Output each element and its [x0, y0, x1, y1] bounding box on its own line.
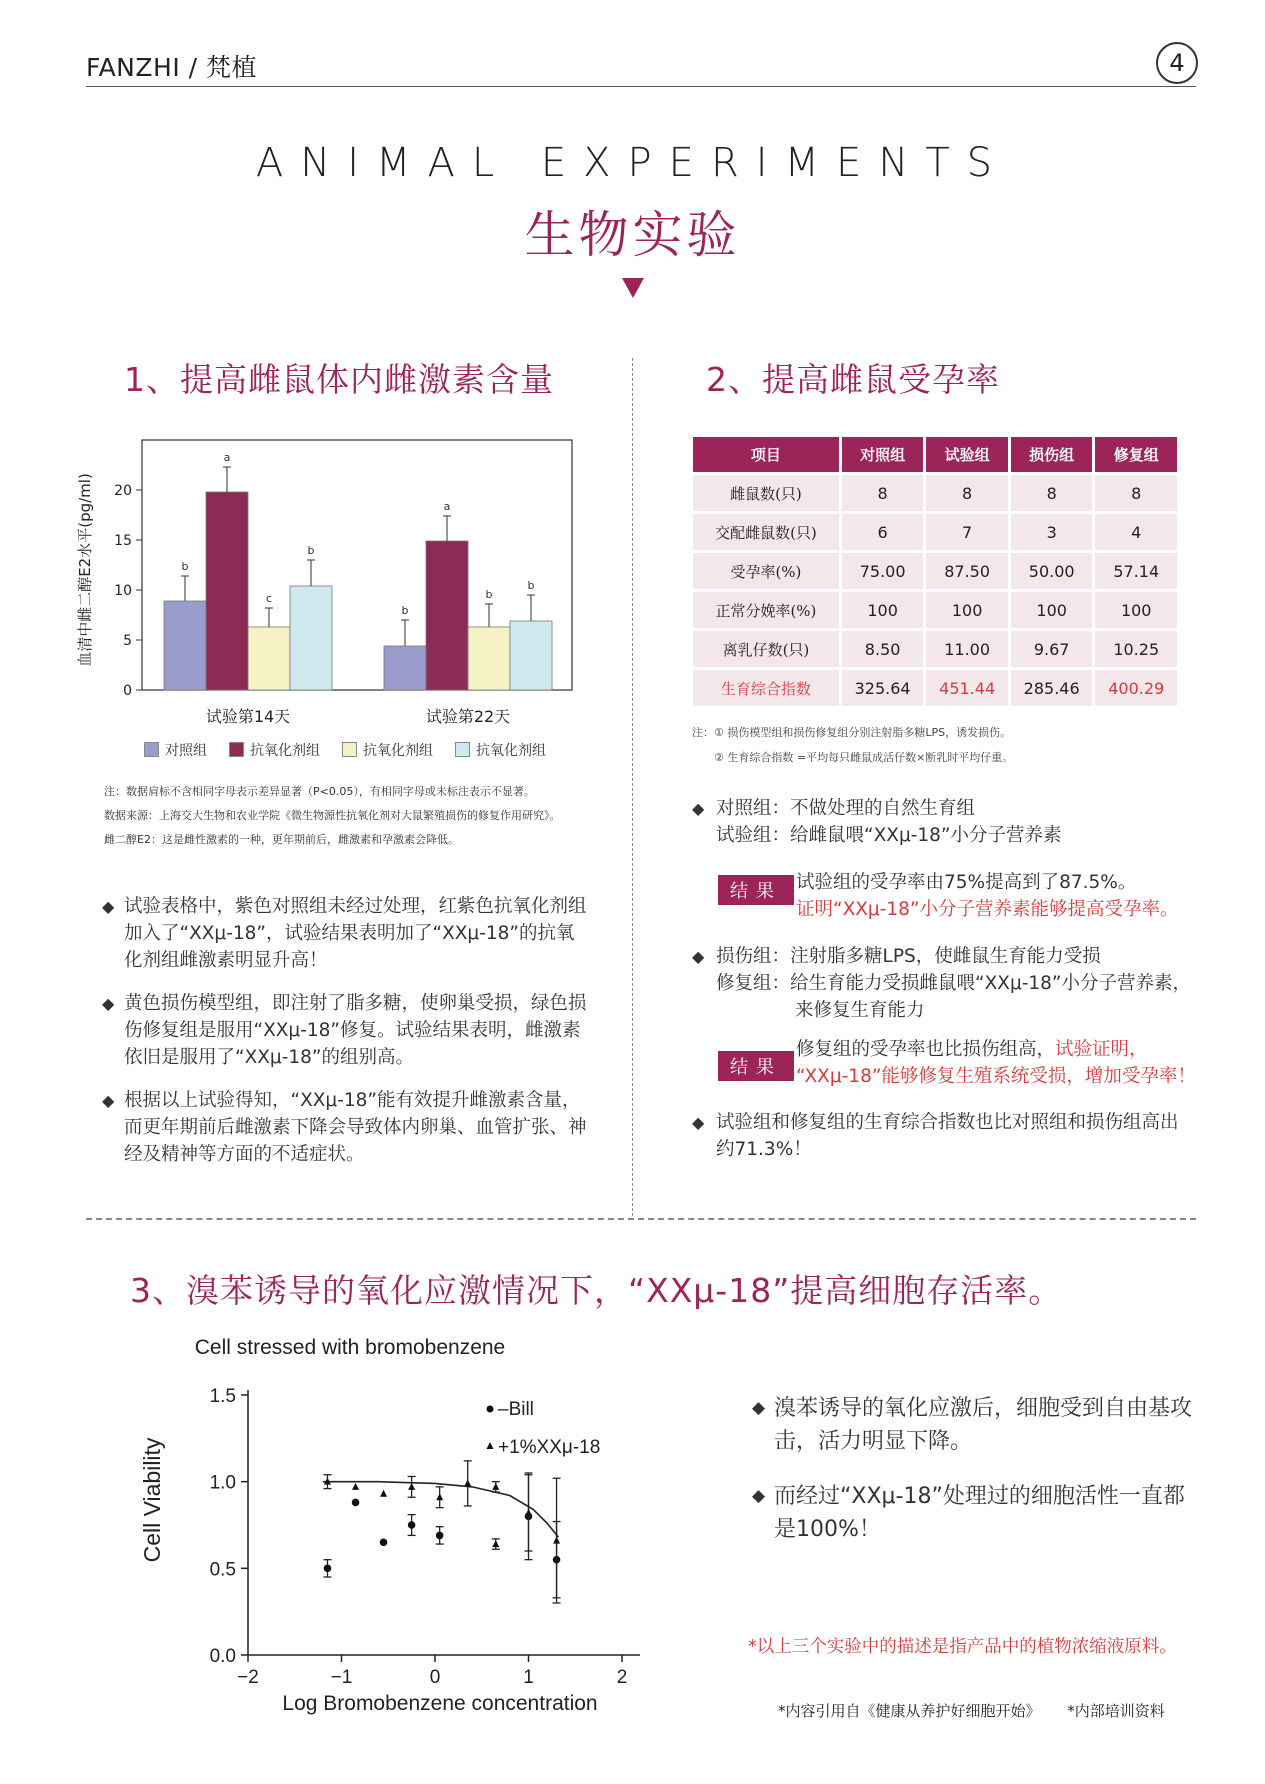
table-cell: 87.50 [926, 553, 1008, 589]
data-point-bill [324, 1565, 332, 1573]
result-text-2 [796, 1036, 1216, 1090]
estradiol-bar-chart [72, 430, 592, 730]
table-cell: 75.00 [842, 553, 924, 589]
diamond-bullet-icon: ◆ [102, 994, 115, 1013]
section3-bullet [752, 1392, 1202, 1458]
bullet-text: 而经过“XXμ-18”处理过的细胞活性一直都是100%！ [774, 1484, 1185, 1542]
source-left: *内容引用自《健康从养护好细胞开始》 [778, 1702, 1041, 1720]
section1-bullet [102, 893, 592, 974]
section1-bullet [102, 990, 592, 1071]
group-text: 不做处理的自然生育组 [790, 798, 976, 819]
table-cell: 451.44 [926, 670, 1008, 706]
bar-chart-legend [144, 740, 624, 760]
table-cell: 100 [926, 592, 1008, 628]
group-line: 来修复生育能力 [795, 1000, 925, 1021]
significance-label: c [265, 592, 273, 605]
table-cell: 8 [842, 475, 924, 511]
legend-swatch [229, 742, 244, 757]
table-cell: 57.14 [1095, 553, 1177, 589]
significance-label: b [181, 560, 189, 573]
bullet-text: 根据以上试验得知，“XXμ-18”能有效提升雌激素含量，而更年期前后雌激素下降会导致体内卵巢、血管扩张、神经及精神等方面的不适症状。 [124, 1090, 587, 1165]
group-definition-1 [692, 795, 1212, 849]
section3-heading: 3、溴苯诱导的氧化应激情况下，“XXμ-18”提高细胞存活率。 [130, 1271, 1063, 1310]
table-cell: 325.64 [842, 670, 924, 706]
y-tick-label: 10 [114, 583, 132, 599]
table-cell: 50.00 [1011, 553, 1093, 589]
table-header-row [693, 437, 1177, 472]
table-cell: 285.46 [1011, 670, 1093, 706]
diamond-bullet-icon: ◆ [102, 897, 115, 916]
result-line [796, 1036, 1216, 1063]
header-rule [86, 86, 1196, 87]
group-line [692, 943, 1222, 970]
result-text-1 [796, 869, 1216, 923]
group-label: 损伤组： [716, 946, 791, 967]
table-cell: 400.29 [1095, 670, 1177, 706]
legend-swatch [455, 742, 470, 757]
data-point-xx [525, 1509, 532, 1516]
diamond-bullet-icon: ◆ [692, 799, 705, 818]
result-line-red: “XXμ-18”能够修复生殖系统受损，增加受孕率！ [796, 1066, 1196, 1087]
title-chinese: 生物实验 [524, 206, 741, 264]
diamond-bullet-icon: ◆ [692, 947, 705, 966]
page-number: 4 [1156, 42, 1198, 84]
group-line [692, 970, 1222, 997]
legend-label: 抗氧化剂组 [476, 743, 546, 759]
bullet-text: 试验表格中，紫色对照组未经过处理，红紫色抗氧化剂组加入了“XXμ-18”，试验结果表明加了“XXμ-18”的抗氧化剂组雌激素明显升高！ [124, 896, 587, 971]
x-tick-label: 0 [429, 1667, 441, 1688]
table-header-cell: 修复组 [1095, 437, 1177, 472]
section-divider [86, 1218, 1196, 1220]
x-tick-label: −1 [330, 1667, 353, 1688]
significance-label: a [443, 500, 451, 513]
group-line [692, 795, 1212, 822]
bullet-text: 溴苯诱导的氧化应激后，细胞受到自由基攻击，活力明显下降。 [774, 1396, 1193, 1454]
legend-item [455, 740, 546, 760]
y-tick-label: 20 [114, 483, 132, 499]
legend-label-xx: +1%XXμ-18 [498, 1437, 601, 1458]
x-category-label: 试验第14天 [205, 707, 291, 726]
diamond-bullet-icon: ◆ [102, 1091, 115, 1110]
bar [206, 492, 248, 690]
x-tick-label: −2 [237, 1667, 259, 1688]
diamond-bullet-icon: ◆ [752, 1486, 766, 1506]
table-cell: 3 [1011, 514, 1093, 550]
table-cell: 正常分娩率(%) [693, 592, 839, 628]
note-line: 数据来源：上海交大生物和农业学院《微生物源性抗氧化剂对大鼠繁殖损伤的修复作用研究》。 [104, 809, 561, 822]
table-cell: 6 [842, 514, 924, 550]
table-cell: 7 [926, 514, 1008, 550]
y-tick-label: 1.0 [209, 1472, 236, 1494]
legend-marker-circle [487, 1406, 494, 1413]
note-line: ② 生育综合指数 =平均每只雌鼠成活仔数×断乳时平均仔重。 [714, 751, 1014, 764]
table-header-cell: 对照组 [842, 437, 924, 472]
group-label: 修复组： [716, 973, 791, 994]
table-row [693, 553, 1177, 589]
data-point-bill [436, 1532, 444, 1540]
table-cell: 离乳仔数(只) [693, 631, 839, 667]
bar-chart-ylabel: 血清中雌二醇E2水平(pg/ml) [76, 473, 94, 667]
table-cell: 100 [1011, 592, 1093, 628]
group-text: 给生育能力受损雌鼠喂“XXμ-18”小分子营养素， [790, 973, 1192, 994]
legend-label: 抗氧化剂组 [250, 743, 320, 759]
legend-label: 抗氧化剂组 [363, 743, 433, 759]
legend-label: 对照组 [165, 743, 207, 759]
diamond-bullet-icon: ◆ [752, 1398, 766, 1418]
section2-bullet [692, 1109, 1192, 1163]
data-point-xx [492, 1483, 499, 1490]
table-cell: 4 [1095, 514, 1177, 550]
table-cell: 生育综合指数 [693, 670, 839, 706]
bar [290, 586, 332, 690]
table-header-cell: 试验组 [926, 437, 1008, 472]
table-cell: 9.67 [1011, 631, 1093, 667]
table-notes [692, 720, 1192, 770]
legend-label-bill: –Bill [498, 1399, 534, 1420]
table-row [693, 592, 1177, 628]
legend-swatch [342, 742, 357, 757]
section3-bullet [752, 1480, 1202, 1546]
table-row [693, 514, 1177, 550]
bar [248, 627, 290, 690]
bullet-text: 黄色损伤模型组，即注射了脂多糖，使卵巢受损，绿色损伤修复组是服用“XXμ-18”修复。试验结果表明，雌激素依旧是服用了“XXμ-18”的组别高。 [124, 993, 587, 1068]
cell-viability-chart [120, 1325, 720, 1725]
x-tick-label: 2 [616, 1667, 628, 1688]
data-point-xx [380, 1490, 387, 1497]
legend-item [229, 740, 320, 760]
down-triangle-icon [622, 278, 644, 298]
y-tick-label: 1.5 [209, 1386, 236, 1407]
result-line: 试验组的受孕率由75%提高到了87.5%。 [796, 872, 1137, 893]
result-line-red: 证明“XXμ-18”小分子营养素能够提高受孕率。 [796, 899, 1179, 920]
result-span-red: 试验证明， [1055, 1039, 1148, 1060]
x-tick-label: 1 [523, 1667, 534, 1688]
significance-label: b [307, 544, 315, 557]
group-label: 试验组： [716, 825, 791, 846]
table-cell: 11.00 [926, 631, 1008, 667]
table-cell: 8 [1011, 475, 1093, 511]
legend-item [342, 740, 433, 760]
legend-marker-triangle [487, 1442, 494, 1449]
note-line: 注：数据肩标不含相同字母表示差异显著（P<0.05），有相同字母或未标注表示不显著。 [104, 785, 535, 798]
table-header-cell: 项目 [693, 437, 839, 472]
data-point-xx [492, 1540, 499, 1547]
footnote-raw-material: *以上三个实验中的描述是指产品中的植物浓缩液原料。 [748, 1637, 1177, 1657]
note-line: 雌二醇E2：这是雌性激素的一种，更年期前后，雌激素和孕激素会降低。 [104, 833, 459, 846]
section1-heading: 1、提高雌鼠体内雌激素含量 [124, 360, 554, 399]
table-header-cell: 损伤组 [1011, 437, 1093, 472]
bar [164, 601, 206, 690]
section2-heading: 2、提高雌鼠受孕率 [706, 360, 1000, 399]
x-category-label: 试验第22天 [425, 707, 511, 726]
source-right: *内部培训资料 [1067, 1702, 1165, 1720]
bar [384, 646, 426, 690]
bar [426, 541, 468, 690]
column-divider [632, 358, 633, 1216]
data-point-bill [408, 1521, 416, 1529]
table-cell: 交配雌鼠数(只) [693, 514, 839, 550]
diamond-bullet-icon: ◆ [692, 1113, 705, 1132]
note-line: 注：① 损伤模型组和损伤修复组分别注射脂多糖LPS，诱发损伤。 [692, 726, 1012, 739]
data-point-bill [352, 1499, 360, 1507]
data-point-xx [464, 1479, 471, 1486]
bar [510, 621, 552, 690]
group-text: 注射脂多糖LPS，使雌鼠生育能力受损 [790, 946, 1101, 967]
table-cell: 8.50 [842, 631, 924, 667]
bullet-text: 试验组和修复组的生育综合指数也比对照组和损伤组高出约71.3%！ [716, 1112, 1179, 1160]
group-label: 对照组： [716, 798, 791, 819]
table-row [693, 475, 1177, 511]
significance-label: b [527, 579, 535, 592]
table-row [693, 631, 1177, 667]
table-cell: 8 [926, 475, 1008, 511]
data-point-xx [408, 1483, 415, 1490]
significance-label: b [401, 604, 409, 617]
source-note [778, 1700, 1165, 1721]
group-definition-2 [692, 943, 1222, 1024]
data-point-xx [553, 1537, 560, 1544]
table-row-highlight [693, 670, 1177, 706]
data-point-xx [352, 1483, 359, 1490]
chart-notes [104, 780, 624, 852]
table-cell: 100 [842, 592, 924, 628]
legend-item [144, 740, 207, 760]
table-cell: 受孕率(%) [693, 553, 839, 589]
y-tick-label: 15 [114, 533, 132, 549]
section1-bullet [102, 1087, 592, 1168]
fit-curve [323, 1482, 559, 1537]
cell-chart-ylabel: Cell Viability [139, 1437, 165, 1563]
significance-label: b [485, 588, 493, 601]
table-cell: 雌鼠数(只) [693, 475, 839, 511]
group-text: 给雌鼠喂“XXμ-18”小分子营养素 [790, 825, 1062, 846]
y-tick-label: 0.0 [209, 1646, 236, 1667]
result-badge: 结果 [718, 1051, 794, 1081]
y-tick-label: 5 [123, 633, 132, 649]
table-cell: 100 [1095, 592, 1177, 628]
result-badge: 结果 [718, 875, 794, 905]
bar [468, 627, 510, 690]
cell-chart-title: Cell stressed with bromobenzene [194, 1336, 506, 1359]
result-span: 修复组的受孕率也比损伤组高， [796, 1039, 1056, 1060]
cell-chart-xlabel: Log Bromobenzene concentration [282, 1692, 598, 1715]
group-line [692, 822, 1212, 849]
data-point-bill [380, 1539, 388, 1547]
data-point-xx [436, 1493, 443, 1500]
legend-swatch [144, 742, 159, 757]
y-tick-label: 0.5 [209, 1559, 236, 1581]
table-cell: 10.25 [1095, 631, 1177, 667]
y-tick-label: 0 [123, 683, 132, 699]
brand-header: FANZHI / 梵植 [86, 53, 258, 82]
title-english: ANIMAL EXPERIMENTS [255, 140, 1010, 186]
pregnancy-rate-table [690, 434, 1180, 709]
significance-label: a [223, 451, 231, 464]
table-cell: 8 [1095, 475, 1177, 511]
